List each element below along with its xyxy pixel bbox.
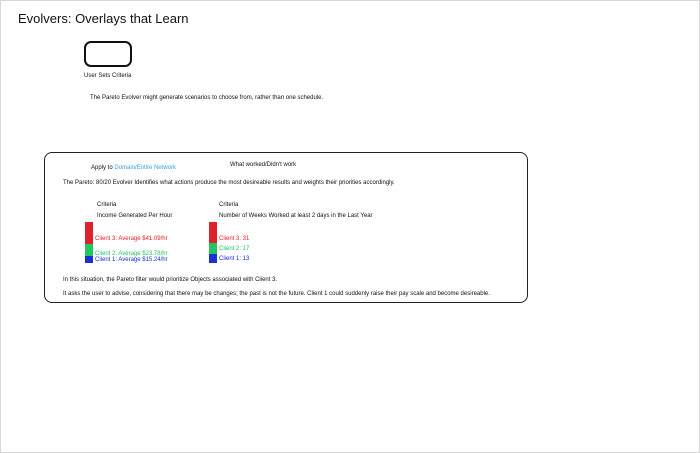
chart1-subtitle: Income Generated Per Hour: [97, 213, 173, 219]
pareto-panel: [44, 152, 528, 303]
chart2-bar-client1: [209, 254, 217, 263]
apply-link[interactable]: Domain/Entire Network: [114, 165, 177, 171]
advice-text: It asks the user to advise, considering that there may be changes; the past is not the future. Client 1 could suddenly raise their pay scale and become desireable.: [63, 291, 490, 297]
conclusion-text: In this situation, the Pareto filter would prioritize Objects associated with Client 3.: [63, 277, 278, 283]
chart1-bar-client2: [85, 244, 93, 256]
chart2-label-client3: Client 3: 31: [219, 236, 250, 242]
criteria-box-label: User Sets Criteria: [84, 73, 132, 79]
chart2-subtitle: Number of Weeks Worked at least 2 days in the Last Year: [219, 213, 373, 219]
what-worked-label: What worked/Didn't work: [230, 162, 297, 168]
apply-to-line: [91, 165, 176, 171]
chart2-title: Criteria: [219, 202, 239, 208]
pareto-description: The Pareto: 80/20 Evolver Identifies what actions produce the most desireable results and weights their priorities accordingly.: [63, 180, 395, 186]
page-title: Evolvers: Overlays that Learn: [18, 11, 189, 26]
chart1-bar-client1: [85, 256, 93, 263]
chart2-bar-client3: [209, 222, 217, 243]
chart2-bar-client2: [209, 243, 217, 254]
user-criteria-box[interactable]: [84, 41, 132, 67]
chart1-label-client2: Client 2: Average $23.78/hr: [95, 251, 168, 257]
chart1-label-client1: Client 1: Average $15.24/hr: [95, 257, 168, 263]
chart2-label-client2: Client 2: 17: [219, 246, 250, 252]
apply-prefix: Apply to: [91, 165, 113, 171]
chart1-bar-client3: [85, 222, 93, 244]
chart1-title: Criteria: [97, 202, 117, 208]
chart1-label-client3: Client 3: Average $41.09/hr: [95, 236, 168, 242]
chart2-label-client1: Client 1: 13: [219, 256, 250, 262]
intro-text: The Pareto Evolver might generate scenarios to choose from, rather than one schedule.: [90, 95, 324, 101]
